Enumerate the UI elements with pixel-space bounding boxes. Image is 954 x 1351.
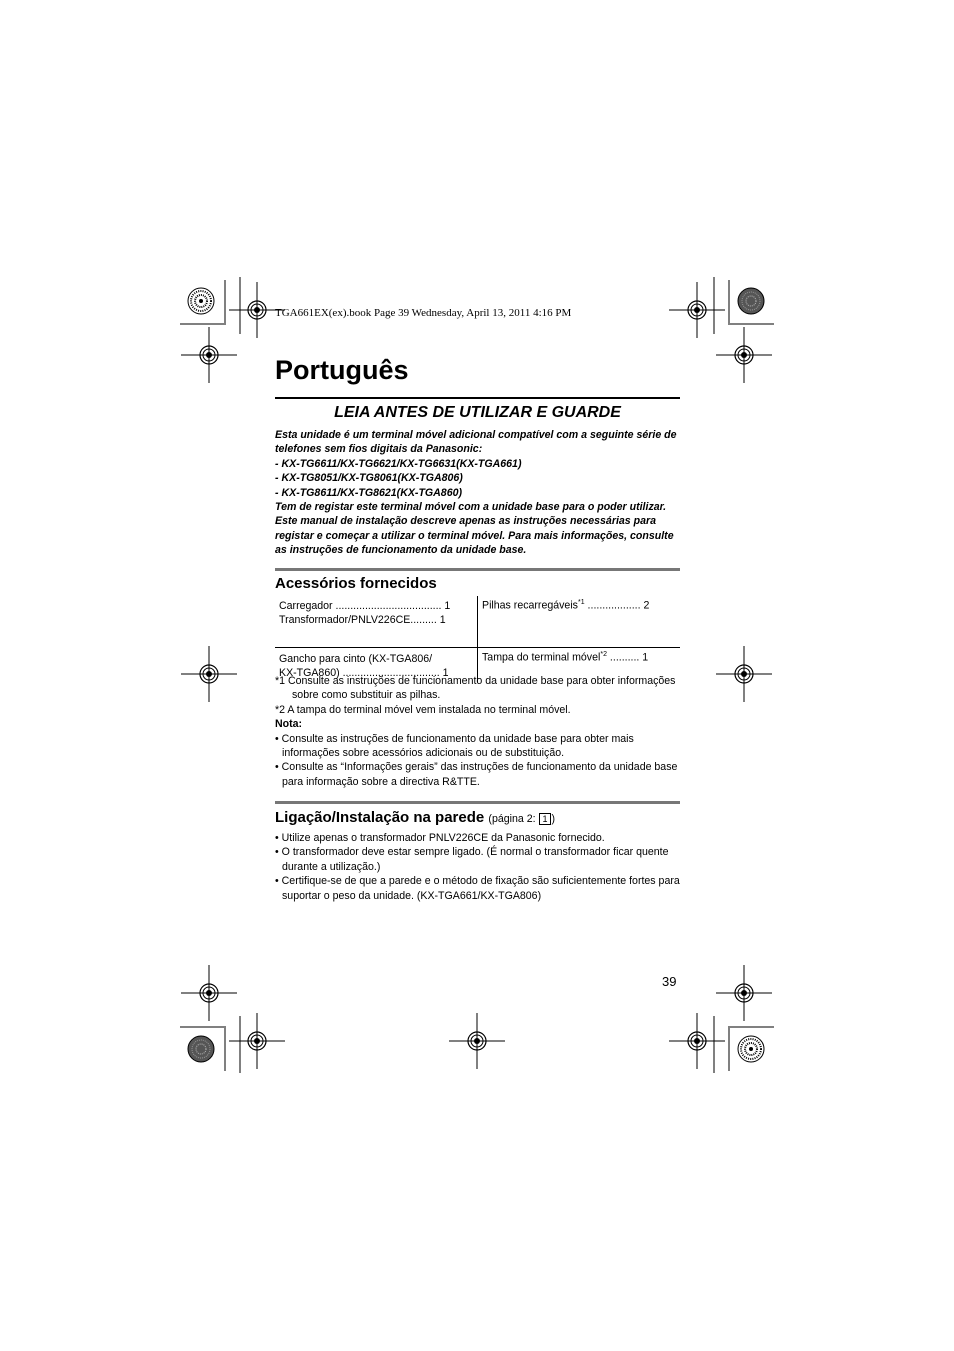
- accessory-belt-clip-models: KX-TGA860) ................................. 1: [279, 666, 449, 679]
- footnote-ref-2: *2: [600, 650, 607, 658]
- note-item-2: • Consulte as “Informações gerais” das instruções de funcionamento da unidade base para informação sobre a directiva R&TTE.: [275, 761, 678, 788]
- intro-paragraph-2: Tem de registar este terminal móvel com a unidade base para o poder utilizar. Este manual de instalação descreve apenas as instruções necessárias para registar e começar a utilizar o terminal móvel. Para mais informações, consulte as instruções de funcionamento da unidade base.: [275, 501, 674, 557]
- book-header-line: TGA661EX(ex).book Page 39 Wednesday, April 13, 2011 4:16 PM: [275, 307, 572, 319]
- table-row: [275, 596, 680, 647]
- section-rule-accessories: [275, 568, 680, 571]
- model-line-1: - KX-TG6611/KX-TG6621/KX-TG6631(KX-TGA661): [275, 457, 522, 470]
- accessory-ac-adaptor: Transformador/PNLV226CE......... 1: [279, 614, 446, 626]
- accessory-handset-cover-qty: .......... 1: [606, 651, 649, 664]
- page-number: 39: [662, 974, 677, 989]
- wall-bullet-3: • Certifique-se de que a parede e o método de fixação são suficientemente fortes para suportar o peso da unidade. (KX-TGA661/KX-TGA806): [275, 875, 680, 902]
- accessory-batteries-qty: .................. 2: [584, 599, 650, 612]
- intro-text: [275, 428, 680, 558]
- page-ref-prefix: (página 2:: [488, 813, 539, 825]
- wall-bullet-1: • Utilize apenas o transformador PNLV226CE da Panasonic fornecido.: [275, 832, 605, 844]
- figure-number-box: 1: [539, 813, 550, 825]
- accessory-belt-clip: Gancho para cinto (KX-TGA806/: [279, 652, 433, 665]
- wall-bullets: [275, 831, 680, 903]
- footnote-ref-1: *1: [577, 599, 585, 606]
- wall-bullet-2: • O transformador deve estar sempre ligado. (É normal o transformador ficar quente durante a utilização.): [275, 846, 669, 873]
- section-subtitle: LEIA ANTES DE UTILIZAR E GUARDE: [334, 404, 621, 421]
- section-rule-wall: [275, 801, 680, 804]
- intro-paragraph-1: Esta unidade é um terminal móvel adicional compatível com a seguinte série de telefones sem fios digitais da Panasonic:: [275, 429, 677, 456]
- accessories-heading: Acessórios fornecidos: [275, 575, 437, 592]
- accessory-charger: Carregador .................................... 1: [279, 600, 451, 612]
- accessories-table: [275, 596, 680, 682]
- wall-heading-text: Ligação/Instalação na parede: [275, 809, 485, 826]
- wall-heading: [275, 809, 555, 826]
- footnotes: [275, 674, 680, 789]
- footnote-1: *1 Consulte as instruções de funcionamento da unidade base para obter informações sobre como substituir as pilhas.: [275, 675, 676, 702]
- footnote-2: *2 A tampa do terminal móvel vem instalada no terminal móvel.: [275, 703, 571, 716]
- note-label: Nota:: [275, 718, 303, 731]
- model-line-2: - KX-TG8051/KX-TG8061(KX-TGA806): [275, 472, 463, 485]
- wall-page-ref: [488, 813, 555, 825]
- title-rule: [275, 397, 680, 399]
- table-cell: [275, 596, 478, 647]
- page-title: Português: [275, 355, 409, 385]
- table-cell: [478, 596, 681, 647]
- accessory-handset-cover: Tampa do terminal móvel: [482, 651, 601, 664]
- accessory-batteries: Pilhas recarregáveis: [482, 599, 578, 612]
- note-item-1: • Consulte as instruções de funcionamento da unidade base para obter mais informações sobre acessórios adicionais ou de substituição.: [275, 732, 634, 760]
- model-line-3: - KX-TG8611/KX-TG8621(KX-TGA860): [275, 486, 463, 499]
- page-ref-suffix: ): [551, 813, 556, 825]
